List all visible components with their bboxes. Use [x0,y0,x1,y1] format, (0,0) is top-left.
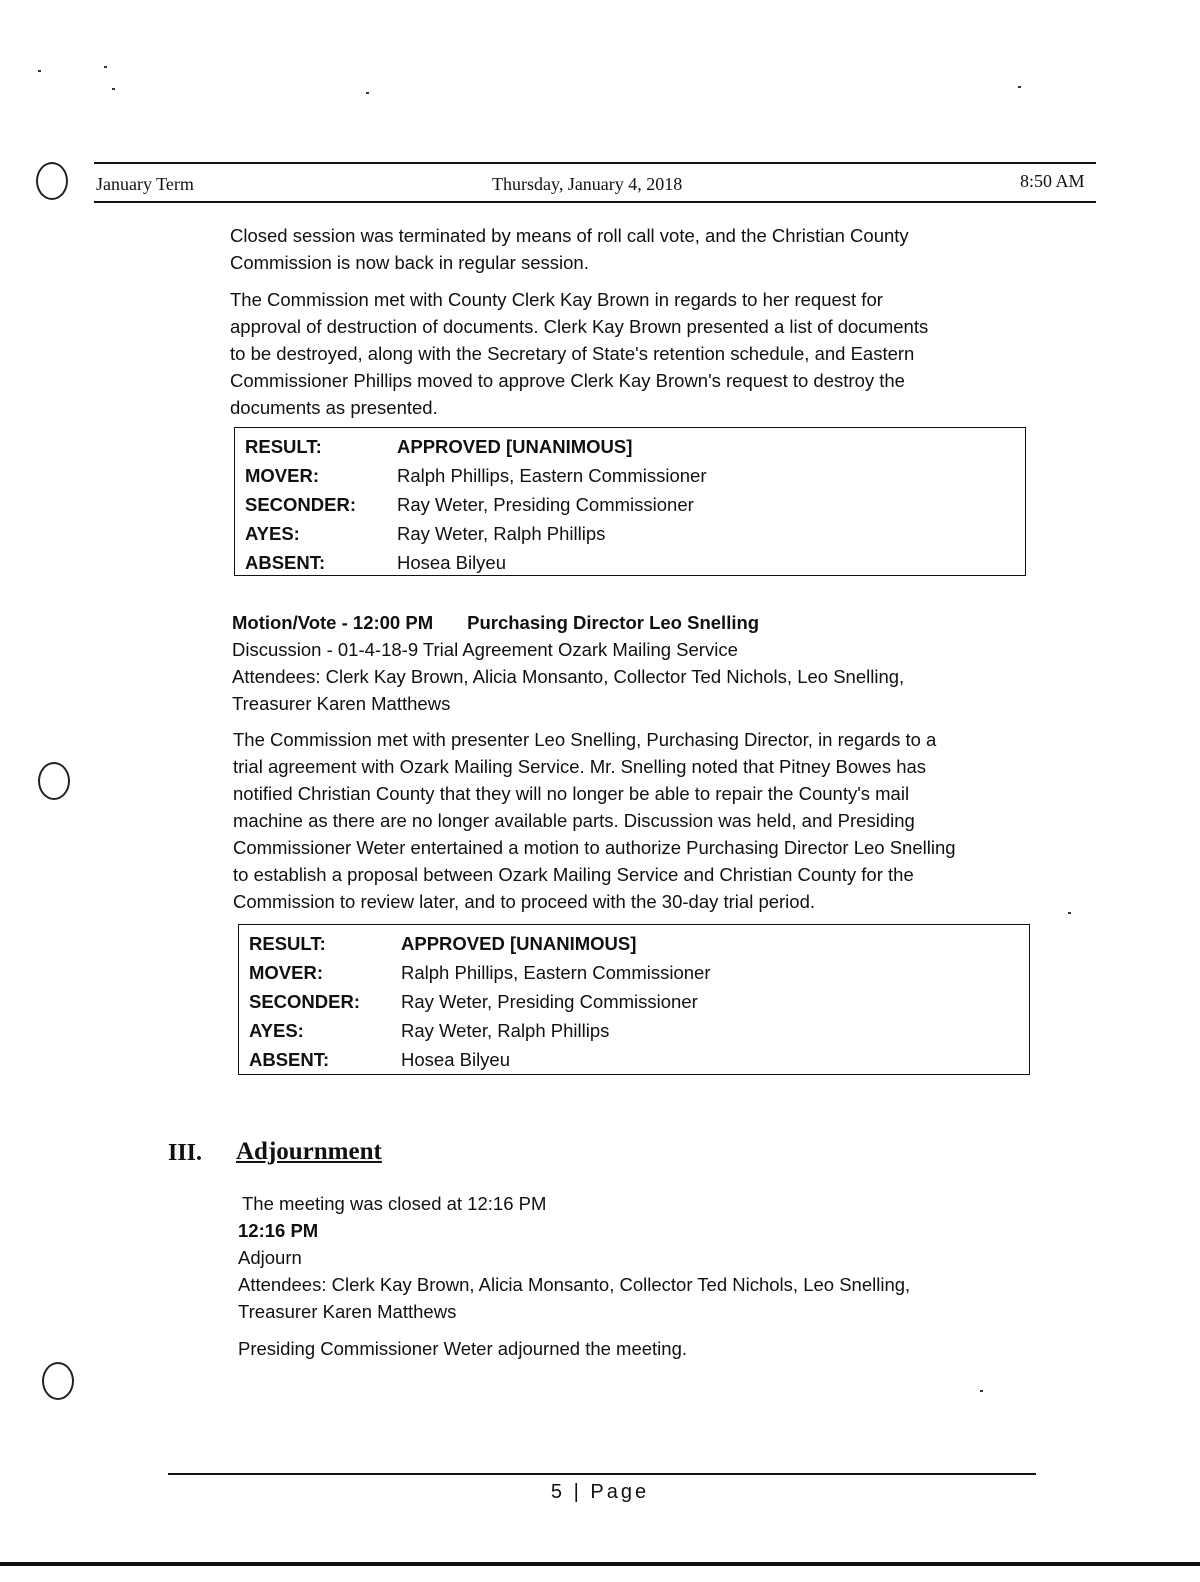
scan-speck [980,1390,983,1392]
text-line: Commission to review later, and to proceed with the 30-day trial period. [233,891,816,912]
header-rule-bottom [94,201,1096,203]
motion-discussion: Discussion - 01-4-18-9 Trial Agreement Ozark Mailing Service [232,639,738,660]
vote-row-mover [245,465,1025,494]
vote-label: RESULT: [245,436,322,457]
text-line: Commissioner Phillips moved to approve Clerk Kay Brown's request to destroy the [230,370,905,391]
vote-value: APPROVED [UNANIMOUS] [397,436,633,457]
text-line: trial agreement with Ozark Mailing Service. Mr. Snelling noted that Pitney Bowes has [233,756,927,777]
text-line: approval of destruction of documents. Clerk Kay Brown presented a list of documents [230,316,929,337]
text-line: documents as presented. [230,397,438,418]
text-line: machine as there are no longer available parts. Discussion was held, and Presiding [233,810,915,831]
vote-value: Ray Weter, Ralph Phillips [397,523,606,544]
footer-rule [168,1473,1036,1475]
motion-heading-time: Motion/Vote - 12:00 PM [232,612,434,633]
header-date: Thursday, January 4, 2018 [492,174,683,194]
vote-label: RESULT: [249,933,326,954]
header-rule-top [94,162,1096,164]
scan-speck [366,92,369,94]
text-line: to be destroyed, along with the Secretary of State's retention schedule, and Eastern [230,343,915,364]
vote-row-mover [249,962,1029,991]
text-line: Attendees: Clerk Kay Brown, Alicia Monsanto, Collector Ted Nichols, Leo Snelling, [238,1274,911,1295]
section-title: Adjournment [236,1138,382,1165]
header-term: January Term [96,174,194,194]
vote-label: SECONDER: [245,494,357,515]
destruction-paragraph [230,286,928,421]
scan-speck [1018,86,1021,88]
text-line: Treasurer Karen Matthews [238,1301,457,1322]
vote-value: Ralph Phillips, Eastern Commissioner [397,465,707,486]
adjournment-final: Presiding Commissioner Weter adjourned the meeting. [238,1338,688,1359]
text-line: Commissioner Weter entertained a motion to authorize Purchasing Director Leo Snelling [233,837,956,858]
closed-session-paragraph [230,222,909,276]
adjournment-closed-text: The meeting was closed at 12:16 PM [242,1193,547,1214]
vote-label: MOVER: [249,962,323,983]
vote-row-absent [245,552,1025,581]
text-line: Treasurer Karen Matthews [232,693,451,714]
vote-label: ABSENT: [245,552,326,573]
text-line: notified Christian County that they will no longer be able to repair the County's mail [233,783,910,804]
vote-row-result [245,436,1025,465]
vote-row-result [249,933,1029,962]
header-time: 8:50 AM [1020,171,1085,191]
vote-label: ABSENT: [249,1049,330,1070]
vote-label: AYES: [249,1020,304,1041]
vote-table-destruction [234,427,1026,576]
vote-label: SECONDER: [249,991,361,1012]
vote-row-seconder [245,494,1025,523]
vote-value: Ralph Phillips, Eastern Commissioner [401,962,711,983]
motion-block [232,609,904,717]
vote-value: Hosea Bilyeu [397,552,507,573]
motion-heading-presenter: Purchasing Director Leo Snelling [467,612,760,633]
vote-value: Ray Weter, Presiding Commissioner [397,494,694,515]
adjournment-action: Adjourn [238,1247,302,1268]
vote-row-seconder [249,991,1029,1020]
vote-row-absent [249,1049,1029,1078]
vote-value: APPROVED [UNANIMOUS] [401,933,637,954]
adjournment-time: 12:16 PM [238,1220,319,1241]
section-number: III. [168,1140,203,1166]
scan-speck [112,88,115,90]
scan-bottom-edge [0,1562,1200,1566]
vote-value: Hosea Bilyeu [401,1049,511,1070]
page-number: 5 | Page [550,1481,650,1503]
text-line: The Commission met with County Clerk Kay Brown in regards to her request for [230,289,883,310]
motion-heading [232,609,904,636]
binder-hole-bottom [42,1362,74,1400]
vote-value: Ray Weter, Ralph Phillips [401,1020,610,1041]
vote-table-trial-agreement [238,924,1030,1075]
text-line: Closed session was terminated by means of roll call vote, and the Christian County [230,225,909,246]
scan-speck [104,66,107,68]
text-line: to establish a proposal between Ozark Mailing Service and Christian County for the [233,864,914,885]
scan-speck [38,70,41,72]
vote-row-ayes [245,523,1025,552]
text-line: The Commission met with presenter Leo Snelling, Purchasing Director, in regards to a [233,729,937,750]
text-line: Commission is now back in regular session. [230,252,589,273]
vote-row-ayes [249,1020,1029,1049]
vote-label: MOVER: [245,465,319,486]
binder-hole-top [36,162,68,200]
scan-speck [1068,912,1071,914]
adjournment-block [238,1190,910,1325]
vote-label: AYES: [245,523,300,544]
trial-agreement-paragraph [233,726,956,915]
text-line: Attendees: Clerk Kay Brown, Alicia Monsanto, Collector Ted Nichols, Leo Snelling, [232,666,905,687]
vote-value: Ray Weter, Presiding Commissioner [401,991,698,1012]
binder-hole-middle [38,762,70,800]
